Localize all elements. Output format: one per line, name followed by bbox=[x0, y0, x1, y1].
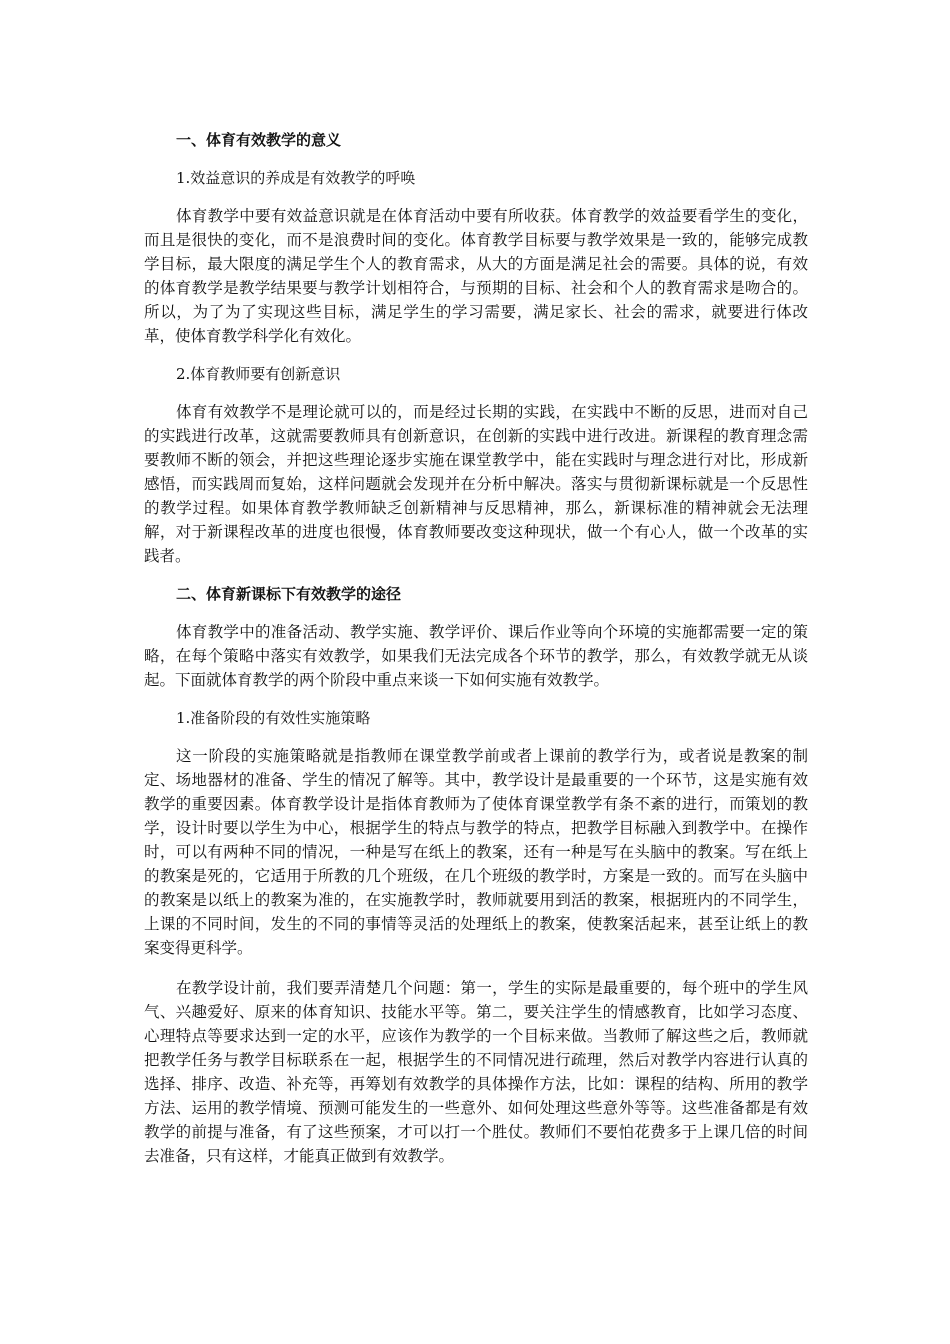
section1-heading: 一、体育有效教学的意义 bbox=[176, 131, 342, 149]
document-page bbox=[144, 128, 808, 1168]
section2-heading: 二、体育新课标下有效教学的途径 bbox=[176, 585, 402, 603]
section2-sub1-paragraph-1: 这一阶段的实施策略就是指教师在课堂教学前或者上课前的教学行为，或者说是教案的制定、场地器材的准备、学生的情况了解等。其中，教学设计是最重要的一个环节，这是实施有效教学的重要因素。体育教学设计是指体育教师为了使体育课堂教学有条不紊的进行，而策划的教学，设计时要以学生为中心，根据学生的特点与教学的特点，把教学目标融入到教学中。在操作时，可以有两种不同的情况，一种是写在纸上的教案，还有一种是写在头脑中的教案。写在纸上的教案是死的，它适用于所教的几个班级，在几个班级的教学时，方案是一致的。而写在头脑中的教案是以纸上的教案为准的，在实施教学时，教师就要用到活的教案，根据班内的不同学生，上课的不同时间，发生的不同的事情等灵活的处理纸上的教案，使教案活起来，甚至让纸上的教案变得更科学。 bbox=[144, 747, 808, 957]
section1-sub2-title: 2.体育教师要有创新意识 bbox=[176, 365, 341, 383]
section1-sub2-paragraph: 体育有效教学不是理论就可以的，而是经过长期的实践，在实践中不断的反思，进而对自己的实践进行改革，这就需要教师具有创新意识，在创新的实践中进行改进。新课程的教育理念需要教师不断的领会，并把这些理论逐步实施在课堂教学中，能在实践时与理念进行对比，形成新感悟，而实践周而复始，这样问题就会发现并在分析中解决。落实与贯彻新课标就是一个反思性的教学过程。如果体育教学教师缺乏创新精神与反思精神，那么，新课标准的精神就会无法理解，对于新课程改革的进度也很慢，体育教师要改变这种现状，做一个有心人，做一个改革的实践者。 bbox=[144, 403, 808, 565]
section2-sub1-title: 1.准备阶段的有效性实施策略 bbox=[176, 709, 371, 727]
section2-sub1-paragraph-2: 在教学设计前，我们要弄清楚几个问题：第一，学生的实际是最重要的，每个班中的学生风气、兴趣爱好、原来的体育知识、技能水平等。第二，要关注学生的情感教育，比如学习态度、心理特点等要求达到一定的水平，应该作为教学的一个目标来做。当教师了解这些之后，教师就把教学任务与教学目标联系在一起，根据学生的不同情况进行疏理，然后对教学内容进行认真的选择、排序、改造、补充等，再筹划有效教学的具体操作方法，比如：课程的结构、所用的教学方法、运用的教学情境、预测可能发生的一些意外、如何处理这些意外等等。这些准备都是有效教学的前提与准备，有了这些预案，才可以打一个胜仗。教师们不要怕花费多于上课几倍的时间去准备，只有这样，才能真正做到有效教学。 bbox=[144, 979, 808, 1165]
section1-sub1-paragraph: 体育教学中要有效益意识就是在体育活动中要有所收获。体育教学的效益要看学生的变化，而且是很快的变化，而不是浪费时间的变化。体育教学目标要与教学效果是一致的，能够完成教学目标，最大限度的满足学生个人的教育需求，从大的方面是满足社会的需要。具体的说，有效的体育教学是教学结果要与教学计划相符合，与预期的目标、社会和个人的教育需求是吻合的。所以，为了为了实现这些目标，满足学生的学习需要，满足家长、社会的需求，就要进行体改革，使体育教学科学化有效化。 bbox=[144, 207, 808, 345]
section2-intro-paragraph: 体育教学中的准备活动、教学实施、教学评价、课后作业等向个环境的实施都需要一定的策略，在每个策略中落实有效教学，如果我们无法完成各个环节的教学，那么，有效教学就无从谈起。下面就体育教学的两个阶段中重点来谈一下如何实施有效教学。 bbox=[144, 623, 808, 689]
section1-sub1-title: 1.效益意识的养成是有效教学的呼唤 bbox=[176, 169, 416, 187]
